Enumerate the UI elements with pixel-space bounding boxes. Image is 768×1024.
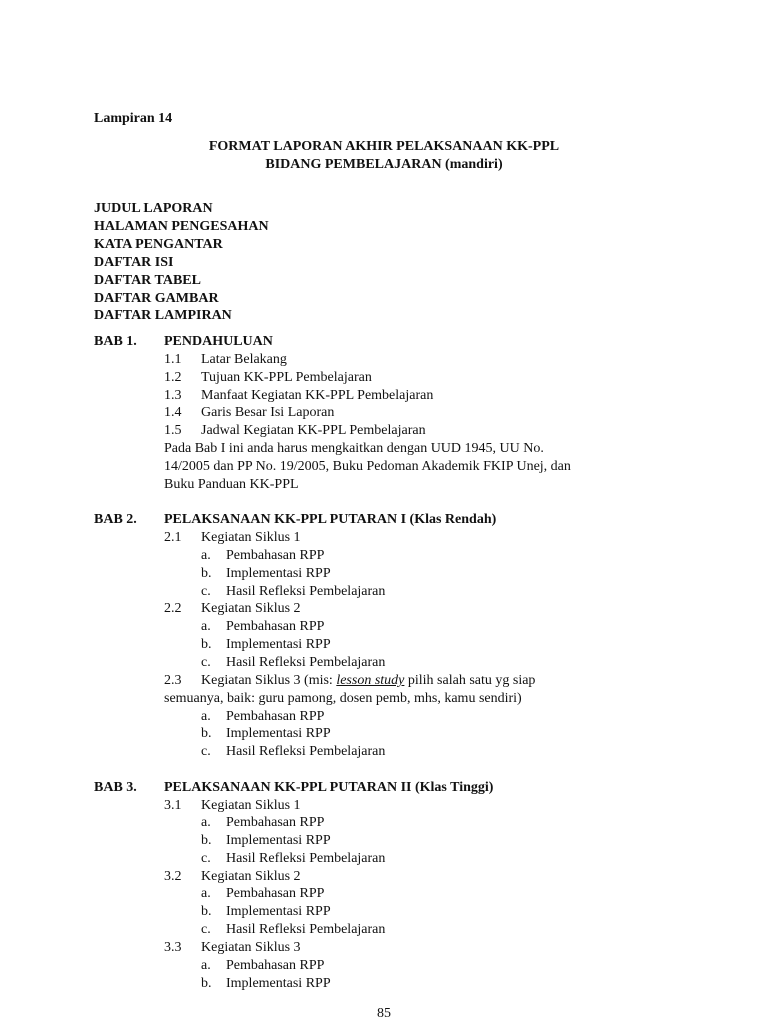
sub-letter: a. <box>201 619 211 634</box>
sub-item: Pembahasan RPP <box>226 886 325 901</box>
bab3-section-number: 3.1 <box>164 798 182 813</box>
sub-letter: a. <box>201 709 211 724</box>
sub-item: Implementasi RPP <box>226 726 331 741</box>
sub-letter: b. <box>201 637 212 652</box>
front-matter-item: DAFTAR ISI <box>94 255 174 270</box>
front-matter-item: JUDUL LAPORAN <box>94 201 213 216</box>
sub-item: Pembahasan RPP <box>226 958 325 973</box>
bab2-section-number: 2.1 <box>164 530 182 545</box>
sub-letter: a. <box>201 958 211 973</box>
bab1-item-number: 1.2 <box>164 370 182 385</box>
sub-item: Pembahasan RPP <box>226 619 325 634</box>
bab3-section-text: Kegiatan Siklus 2 <box>201 869 301 884</box>
sub-item: Implementasi RPP <box>226 566 331 581</box>
bab2-title: PELAKSANAAN KK-PPL PUTARAN I (Klas Rendah) <box>164 512 497 527</box>
bab3-section-number: 3.2 <box>164 869 182 884</box>
bab3-label: BAB 3. <box>94 780 137 795</box>
sub-item: Hasil Refleksi Pembelajaran <box>226 922 386 937</box>
front-matter-item: HALAMAN PENGESAHAN <box>94 219 269 234</box>
front-matter-item: DAFTAR TABEL <box>94 273 201 288</box>
sub-letter: c. <box>201 655 211 670</box>
sub-item: Hasil Refleksi Pembelajaran <box>226 584 386 599</box>
bab3-section-number: 3.3 <box>164 940 182 955</box>
sub-letter: a. <box>201 815 211 830</box>
bab2-section-text: Kegiatan Siklus 2 <box>201 601 301 616</box>
section-text-post: pilih salah satu yg siap <box>404 673 536 688</box>
sub-item: Implementasi RPP <box>226 833 331 848</box>
bab3-title: PELAKSANAAN KK-PPL PUTARAN II (Klas Tinggi) <box>164 780 494 795</box>
bab1-item-number: 1.5 <box>164 423 182 438</box>
sub-item: Implementasi RPP <box>226 637 331 652</box>
bab2-section-text <box>201 672 535 690</box>
sub-item: Pembahasan RPP <box>226 709 325 724</box>
sub-item: Implementasi RPP <box>226 976 331 991</box>
sub-letter: c. <box>201 744 211 759</box>
front-matter-item: KATA PENGANTAR <box>94 237 223 252</box>
page-number: 85 <box>377 1006 391 1021</box>
bab3-section-text: Kegiatan Siklus 1 <box>201 798 301 813</box>
front-matter-item: DAFTAR GAMBAR <box>94 291 219 306</box>
sub-letter: c. <box>201 922 211 937</box>
sub-letter: b. <box>201 726 212 741</box>
bab1-item-text: Tujuan KK-PPL Pembelajaran <box>201 370 372 385</box>
bab1-label: BAB 1. <box>94 334 137 349</box>
title-line-1: FORMAT LAPORAN AKHIR PELAKSANAAN KK-PPL <box>208 139 560 154</box>
sub-letter: b. <box>201 904 212 919</box>
sub-item: Hasil Refleksi Pembelajaran <box>226 851 386 866</box>
sub-letter: b. <box>201 566 212 581</box>
sub-item: Implementasi RPP <box>226 904 331 919</box>
bab1-item-text: Jadwal Kegiatan KK-PPL Pembelajaran <box>201 423 426 438</box>
lampiran-label: Lampiran 14 <box>94 111 173 126</box>
title-line-2: BIDANG PEMBELAJARAN (mandiri) <box>265 157 503 172</box>
sub-letter: b. <box>201 976 212 991</box>
bab1-item-number: 1.3 <box>164 388 182 403</box>
bab2-section-number: 2.2 <box>164 601 182 616</box>
bab1-title: PENDAHULUAN <box>164 334 273 349</box>
bab2-section-number: 2.3 <box>164 673 182 688</box>
sub-letter: a. <box>201 548 211 563</box>
bab1-item-text: Latar Belakang <box>201 352 287 367</box>
sub-item: Hasil Refleksi Pembelajaran <box>226 655 386 670</box>
sub-letter: b. <box>201 833 212 848</box>
bab1-item-number: 1.1 <box>164 352 182 367</box>
sub-letter: a. <box>201 886 211 901</box>
bab1-item-number: 1.4 <box>164 405 182 420</box>
bab1-item-text: Manfaat Kegiatan KK-PPL Pembelajaran <box>201 388 434 403</box>
bab2-section-text: Kegiatan Siklus 1 <box>201 530 301 545</box>
sub-letter: c. <box>201 584 211 599</box>
bab1-item-text: Garis Besar Isi Laporan <box>201 405 335 420</box>
bab2-label: BAB 2. <box>94 512 137 527</box>
bab2-section-text-continued: semuanya, baik: guru pamong, dosen pemb, mhs, kamu sendiri) <box>164 691 522 706</box>
sub-item: Pembahasan RPP <box>226 548 325 563</box>
front-matter-item: DAFTAR LAMPIRAN <box>94 308 232 323</box>
section-text-pre: Kegiatan Siklus 3 (mis: <box>201 673 337 688</box>
sub-item: Hasil Refleksi Pembelajaran <box>226 744 386 759</box>
bab1-note-line: Pada Bab I ini anda harus mengkaitkan dengan UUD 1945, UU No. <box>164 441 544 456</box>
bab1-note-line: Buku Panduan KK-PPL <box>164 477 299 492</box>
lesson-study-emphasis: lesson study <box>336 673 405 688</box>
bab3-section-text: Kegiatan Siklus 3 <box>201 940 301 955</box>
sub-letter: c. <box>201 851 211 866</box>
bab1-note-line: 14/2005 dan PP No. 19/2005, Buku Pedoman Akademik FKIP Unej, dan <box>164 459 571 474</box>
sub-item: Pembahasan RPP <box>226 815 325 830</box>
